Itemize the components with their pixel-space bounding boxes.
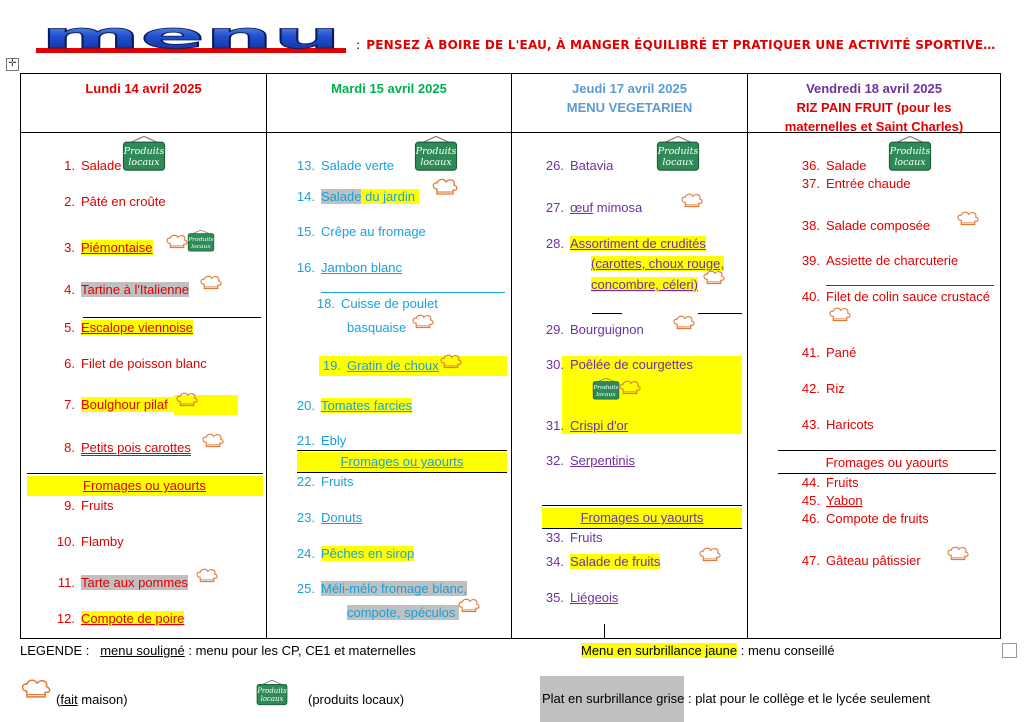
menu-item: 41. Pané (801, 345, 857, 360)
menu-item: 31. Crispi d'or (545, 418, 629, 433)
chef-hat-icon (828, 307, 852, 324)
tagline: : PENSEZ À BOIRE DE L'EAU, À MANGER ÉQUILIBRÉ ET PRATIQUER UNE ACTIVITÉ SPORTIVE… (356, 38, 996, 52)
menu-item: 13. Salade verte (296, 158, 394, 173)
chef-hat-icon (946, 546, 970, 563)
menu-item: 32. Serpentinis (545, 453, 636, 468)
chef-hat-icon (165, 234, 189, 251)
day-title: Vendredi 18 avril 2025 RIZ PAIN FRUIT (pour les maternelles et Saint Charles) (748, 74, 1000, 133)
menu-item: 18. Cuisse de poulet (316, 296, 438, 311)
menu-item: 39. Assiette de charcuterie (801, 253, 959, 268)
cheese-yogurt-row: Fromages ou yaourts (27, 476, 263, 496)
menu-item: 5. Escalope viennoise (64, 320, 194, 335)
chef-hat-icon (199, 275, 223, 292)
produits-locaux-badge-icon (122, 136, 166, 172)
legend-fait-maison: (fait maison) (56, 692, 128, 707)
produits-locaux-badge-icon (888, 136, 932, 172)
menu-item: 12. Compote de poire (56, 611, 185, 626)
divider (27, 473, 263, 474)
divider (321, 292, 505, 293)
menu-item-line3: concombre, céleri) (591, 277, 698, 292)
menu-item: 9. Fruits (64, 498, 114, 513)
day-title: Mardi 15 avril 2025 (267, 74, 511, 133)
menu-item: 42. Riz (801, 381, 845, 396)
chef-hat-icon (411, 314, 435, 331)
produits-locaux-badge-icon (256, 680, 288, 706)
menu-item: 8. Petits pois carottes (64, 440, 191, 455)
produits-locaux-badge-icon (187, 230, 215, 252)
menu-table (20, 73, 1001, 639)
menu-item: 6. Filet de poisson blanc (64, 356, 207, 371)
menu-item: 19. Gratin de choux (319, 356, 507, 376)
day-title: Jeudi 17 avril 2025 MENU VEGETARIEN (512, 74, 747, 133)
menu-item: 44. Fruits (801, 475, 859, 490)
day-column-friday (748, 74, 1000, 638)
menu-item-line2: compote, spéculos (347, 603, 459, 623)
table-resize-handle[interactable] (1002, 643, 1017, 658)
divider (297, 450, 507, 451)
produits-locaux-badge-icon (656, 136, 700, 172)
divider (698, 313, 742, 314)
legend-grey: Plat en surbrillance grise : plat pour le collège et le lycée seulement (540, 676, 930, 722)
menu-item: 30. Poêlée de courgettes (545, 357, 693, 372)
chef-hat-icon (201, 433, 225, 450)
cheese-yogurt-row: Fromages ou yaourts (825, 455, 949, 470)
divider (826, 285, 994, 286)
menu-item: 10. Flamby (56, 534, 124, 549)
divider (592, 313, 622, 314)
menu-item: 3. Piémontaise (64, 240, 153, 255)
chef-hat-icon (698, 547, 722, 564)
legend-underline: LEGENDE : menu souligné : menu pour les CP, CE1 et maternelles (20, 643, 416, 658)
menu-item: 4. Tartine à l'Italienne (64, 282, 189, 297)
menu-item: 21. Ebly (296, 433, 347, 448)
chef-hat-icon (672, 315, 696, 332)
chef-hat-icon (431, 178, 459, 198)
menu-item: 1. Salade (64, 158, 122, 173)
divider (542, 505, 742, 506)
chef-hat-icon (195, 568, 219, 585)
menu-item: 47. Gâteau pâtissier (801, 553, 921, 568)
chef-hat-icon (439, 354, 463, 371)
menu-item: 24. Pêches en sirop (296, 546, 415, 561)
menu-item: 26. Batavia (545, 158, 614, 173)
menu-item: 35. Liégeois (545, 590, 619, 605)
svg-text:menu: menu (41, 20, 341, 56)
legend-produits-locaux: (produits locaux) (308, 692, 405, 707)
menu-item: 45. Yabon (801, 493, 863, 508)
menu-item: 7. Boulghour pilaf (53, 395, 238, 415)
menu-item-line2: (carottes, choux rouge, (591, 256, 724, 271)
menu-item: 38. Salade composée (801, 218, 931, 233)
table-move-handle-icon[interactable]: ✛ (6, 58, 19, 71)
menu-item: 46. Compote de fruits (801, 511, 929, 526)
menu-item: 20. Tomates farcies (296, 398, 413, 413)
produits-locaux-badge-icon (414, 136, 458, 172)
cheese-yogurt-row: Fromages ou yaourts (297, 452, 507, 472)
menu-item: 16. Jambon blanc (296, 260, 402, 275)
chef-hat-icon (457, 598, 481, 615)
text-cursor (604, 624, 605, 638)
menu-item: 29. Bourguignon (545, 322, 644, 337)
day-column-tuesday (267, 74, 512, 638)
menu-item: 36. Salade (801, 158, 867, 173)
chef-hat-icon (702, 270, 726, 287)
menu-item: 22. Fruits (296, 474, 354, 489)
divider (778, 450, 996, 451)
produits-locaux-badge-icon (592, 378, 620, 400)
menu-item: 34. Salade de fruits (545, 554, 661, 569)
menu-item: 25. Méli-mélo fromage blanc, (296, 581, 467, 596)
day-title: Lundi 14 avril 2025 (21, 74, 266, 133)
menu-item-line2: basquaise (347, 320, 407, 335)
cheese-yogurt-row: Fromages ou yaourts (542, 508, 742, 528)
day-column-thursday (512, 74, 748, 638)
menu-item: 40. Filet de colin sauce crustacé (801, 289, 991, 304)
menu-item: 23. Donuts (296, 510, 363, 525)
chef-hat-icon (20, 678, 52, 702)
chef-hat-icon (680, 193, 704, 210)
menu-logo (36, 20, 346, 56)
menu-item: 11. Tarte aux pommes (57, 575, 188, 590)
menu-item: 28. Assortiment de crudités (545, 236, 706, 251)
menu-item: 33. Fruits (545, 530, 603, 545)
chef-hat-icon (175, 392, 199, 409)
day-column-monday (21, 74, 267, 638)
menu-item: 2. Pâté en croûte (64, 194, 166, 209)
menu-item: 43. Haricots (801, 417, 874, 432)
menu-item: 14. Salade du jardin (293, 187, 419, 207)
menu-item: 15. Crêpe au fromage (296, 224, 426, 239)
chef-hat-icon (956, 211, 980, 228)
legend-yellow: Menu en surbrillance jaune : menu conseillé (581, 643, 835, 658)
menu-item: 27. œuf mimosa (545, 200, 643, 215)
chef-hat-icon (618, 380, 642, 397)
menu-item: 37. Entrée chaude (801, 176, 911, 191)
